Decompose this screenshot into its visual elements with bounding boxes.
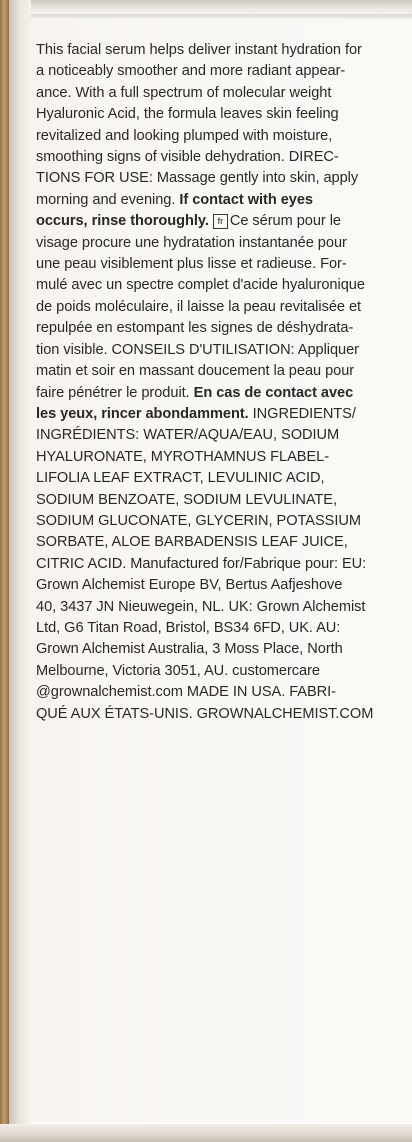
box-bottom-edge	[0, 1124, 412, 1142]
text-line	[36, 490, 402, 511]
text-line	[36, 126, 402, 147]
text-line	[36, 83, 402, 104]
text-line	[36, 318, 402, 339]
french-language-icon: fr	[213, 214, 228, 229]
text-line	[36, 597, 402, 618]
text-segment: LIFOLIA LEAF EXTRACT, LEVULINIC ACID,	[36, 470, 325, 487]
text-line	[36, 425, 402, 446]
bronze-side-band	[0, 0, 9, 1142]
text-line	[36, 618, 402, 639]
text-line	[36, 61, 402, 82]
text-segment: Ce sérum pour le	[229, 213, 341, 230]
text-segment: a noticeably smoother and more radiant appear-	[36, 63, 346, 80]
text-line	[36, 704, 402, 725]
text-segment: This facial serum helps deliver instant hydration for	[36, 42, 362, 58]
text-segment: SORBATE, ALOE BARBADENSIS LEAF JUICE,	[36, 534, 348, 551]
text-line	[36, 340, 402, 361]
text-line	[36, 682, 402, 703]
text-segment: @grownalchemist.com MADE IN USA. FABRI-	[36, 684, 336, 701]
text-line	[36, 554, 402, 575]
text-segment: repulpée en estompant les signes de déshydrata-	[36, 320, 354, 337]
text-segment: Grown Alchemist Australia, 3 Moss Place, North	[36, 641, 343, 658]
text-segment: revitalized and looking plumped with moisture,	[36, 127, 333, 144]
text-segment: une peau visiblement plus lisse et radieuse. For-	[36, 256, 347, 273]
text-line	[36, 511, 402, 532]
text-segment: mulé avec un spectre complet d'acide hyaluronique	[36, 277, 365, 294]
text-segment: INGRÉDIENTS: WATER/AQUA/EAU, SODIUM	[36, 427, 340, 444]
text-segment: matin et soir en massant doucement la peau pour	[36, 363, 355, 380]
text-segment: faire pénétrer le produit.	[36, 384, 194, 401]
text-line	[36, 404, 402, 425]
text-segment: SODIUM BENZOATE, SODIUM LEVULINATE,	[36, 491, 337, 508]
bold-text-segment: les yeux, rincer abondamment.	[36, 405, 249, 422]
text-line	[36, 211, 402, 232]
text-line	[36, 254, 402, 275]
text-segment: Melbourne, Victoria 3051, AU. customercare	[36, 662, 320, 679]
text-segment: Hyaluronic Acid, the formula leaves skin feeling	[36, 106, 339, 123]
text-line	[36, 275, 402, 296]
text-line	[36, 233, 402, 254]
text-line	[36, 104, 402, 125]
text-line	[36, 190, 402, 211]
text-line	[36, 661, 402, 682]
text-line	[36, 575, 402, 596]
text-segment: Grown Alchemist Europe BV, Bertus Aafjeshove	[36, 577, 343, 594]
text-segment: ance. With a full spectrum of molecular weight	[36, 84, 332, 101]
text-segment: morning and evening.	[36, 191, 180, 208]
text-segment: Ltd, G6 Titan Road, Bristol, BS34 6FD, UK. AU:	[36, 619, 341, 636]
box-left-fold	[9, 0, 31, 1142]
text-line	[36, 447, 402, 468]
text-line	[36, 468, 402, 489]
text-line	[36, 40, 402, 61]
text-line	[36, 297, 402, 318]
text-line	[36, 147, 402, 168]
text-line	[36, 168, 402, 189]
text-segment: INGREDIENTS/	[248, 405, 356, 422]
text-segment: TIONS FOR USE: Massage gently into skin, apply	[36, 170, 359, 187]
text-segment: QUÉ AUX ÉTATS-UNIS. GROWNALCHEMIST.COM	[36, 705, 374, 722]
text-line	[36, 361, 402, 382]
bold-text-segment: occurs, rinse thoroughly.	[36, 213, 209, 230]
bold-text-segment: If contact with eyes	[179, 191, 313, 208]
text-line	[36, 532, 402, 553]
text-segment: CITRIC ACID. Manufactured for/Fabrique pour: EU:	[36, 555, 367, 572]
text-segment: visage procure une hydratation instantanée pour	[36, 234, 347, 251]
text-line	[36, 639, 402, 660]
text-line	[36, 383, 402, 404]
text-segment: 40, 3437 JN Nieuwegein, NL. UK: Grown Alchemist	[36, 598, 366, 615]
text-segment: HYALURONATE, MYROTHAMNUS FLABEL-	[36, 448, 330, 465]
product-description-text	[36, 40, 402, 725]
text-segment: smoothing signs of visible dehydration. DIREC-	[36, 149, 339, 166]
text-segment: tion visible. CONSEILS D'UTILISATION: Appliquer	[36, 341, 359, 358]
text-segment: SODIUM GLUCONATE, GLYCERIN, POTASSIUM	[36, 512, 361, 529]
bold-text-segment: En cas de contact avec	[193, 384, 354, 401]
text-segment: de poids moléculaire, il laisse la peau revitalisée et	[36, 298, 362, 315]
